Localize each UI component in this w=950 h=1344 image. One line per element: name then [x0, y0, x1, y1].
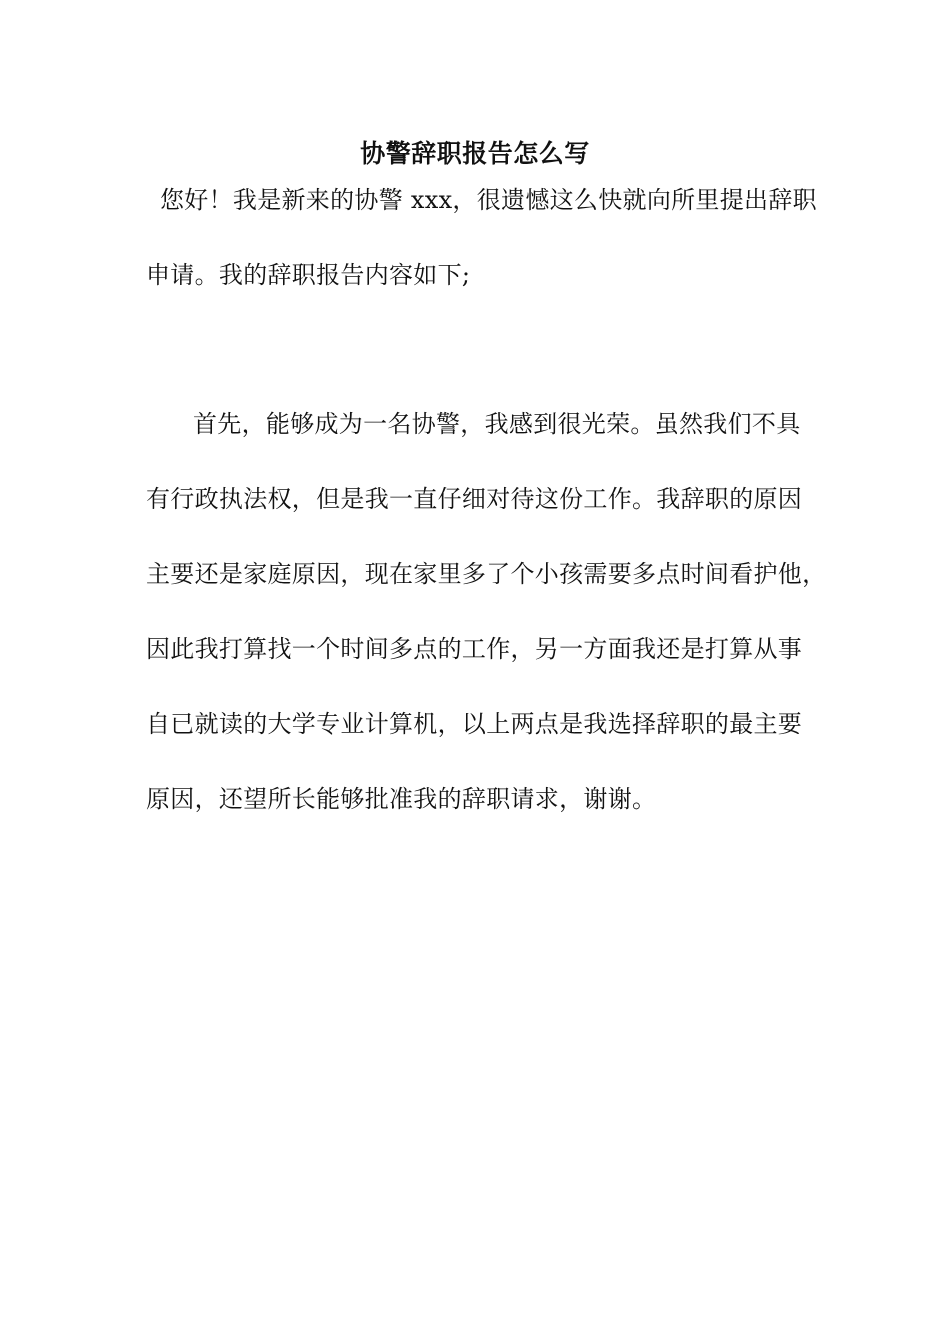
paragraph2-line5: 自已就读的大学专业计算机，以上两点是我选择辞职的最主要 — [146, 710, 803, 738]
paragraph1-line2: 申请。我的辞职报告内容如下; — [146, 261, 471, 289]
document-title: 协警辞职报告怎么写 — [360, 139, 590, 168]
paragraph2-line3: 主要还是家庭原因，现在家里多了个小孩需要多点时间看护他， — [146, 560, 827, 588]
paragraph2-line6: 原因，还望所长能够批准我的辞职请求，谢谢。 — [146, 785, 657, 813]
paragraph2-line2: 有行政执法权，但是我一直仔细对待这份工作。我辞职的原因 — [146, 485, 803, 513]
paragraph1-line1: 您好！我是新来的协警 xxx，很遗憾这么快就向所里提出辞职 — [160, 186, 817, 214]
paragraph2-line4: 因此我打算找一个时间多点的工作，另一方面我还是打算从事 — [146, 635, 803, 663]
paragraph2-line1: 首先，能够成为一名协警，我感到很光荣。虽然我们不具 — [193, 410, 801, 438]
